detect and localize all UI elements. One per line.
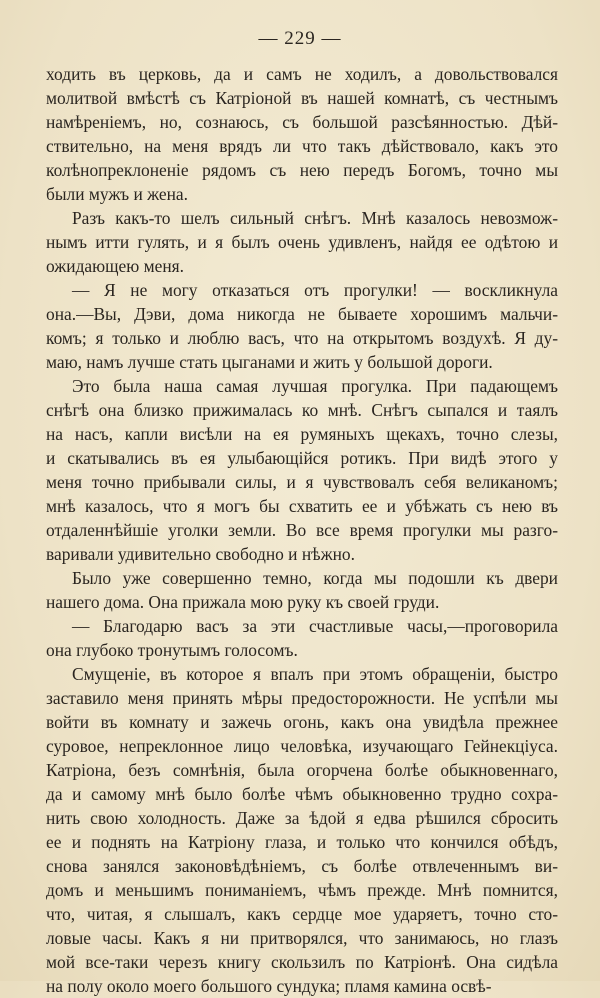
text-line: на полу около моего большого сундука; пламя камина освѣ- — [46, 976, 492, 996]
paragraph — [46, 662, 558, 998]
text-line: варивали удивительно свободно и нѣжно. — [46, 544, 355, 564]
text-line: меня точно прибывали силы, и я чувствовалъ себя великаномъ; — [46, 472, 558, 492]
paragraph — [46, 614, 558, 662]
text-line: войти въ комнату и зажечь огонь, какъ она увидѣла прежнее — [46, 712, 558, 732]
text-line: суровое, непреклонное лицо человѣка, изучающаго Гейнекціуса. — [46, 736, 558, 756]
text-line: заставило меня принять мѣры предосторожности. Не успѣли мы — [46, 688, 558, 708]
text-line: ловые часы. Какъ я ни притворялся, что занимаюсь, но глазъ — [46, 928, 558, 948]
text-line: да и самому мнѣ было болѣе чѣмъ обыкновенно трудно сохра- — [46, 784, 558, 804]
text-line: ствительно, на меня врядъ ли что такъ дѣйствовало, какъ это — [46, 136, 558, 156]
text-line: нить свою холодность. Даже за ѣдой я едва рѣшился сбросить — [46, 808, 558, 828]
text-line: мой все-таки черезъ книгу скользилъ по Катріонѣ. Она сидѣла — [46, 952, 558, 972]
text-line: ее и поднять на Катріону глаза, и только что кончился обѣдъ, — [46, 832, 558, 852]
text-line: Смущеніе, въ которое я впалъ при этомъ обращеніи, быстро — [72, 664, 558, 684]
text-line: нашего дома. Она прижала мою руку къ своей груди. — [46, 592, 440, 612]
paragraph — [46, 566, 558, 614]
text-line: снѣгѣ она близко прижималась ко мнѣ. Снѣгъ сыпался и таялъ — [46, 400, 558, 420]
text-line: намѣреніемъ, но, сознаюсь, съ большой разсѣянностью. Дѣй- — [46, 112, 558, 132]
paragraph — [46, 374, 558, 566]
text-line: и скатывались въ ея улыбающійся ротикъ. При видѣ этого у — [46, 448, 558, 468]
paragraph — [46, 206, 558, 278]
text-line: маю, намъ лучше стать цыганами и жить у большой дороги. — [46, 352, 493, 372]
text-line: комъ; я только и люблю васъ, что на открытомъ воздухѣ. Я ду- — [46, 328, 558, 348]
text-line: ожидающею меня. — [46, 256, 184, 276]
text-line: она.—Вы, Дэви, дома никогда не бываете хорошимъ мальчи- — [46, 304, 558, 324]
text-line: отдаленнѣйшіе уголки земли. Во все время прогулки мы разго- — [46, 520, 558, 540]
text-line: что, читая, я слышалъ, какъ сердце мое ударяетъ, точно сто- — [46, 904, 558, 924]
text-line: Было уже совершенно темно, когда мы подошли къ двери — [72, 568, 558, 588]
text-line: на насъ, капли висѣли на ея румяныхъ щекахъ, точно слезы, — [46, 424, 558, 444]
text-line: — Я не могу отказаться отъ прогулки! — воскликнула — [72, 280, 558, 300]
text-line: Катріона, безъ сомнѣнія, была огорчена болѣе обыкновеннаго, — [46, 760, 558, 780]
text-line: Разъ какъ-то шелъ сильный снѣгъ. Мнѣ казалось невозмож- — [72, 208, 558, 228]
body-text — [46, 62, 558, 998]
text-line: домъ и меньшимъ пониманіемъ, чѣмъ прежде. Мнѣ помнится, — [46, 880, 558, 900]
page-number: — 229 — — [258, 28, 342, 49]
paragraph — [46, 278, 558, 374]
text-line: Это была наша самая лучшая прогулка. При падающемъ — [72, 376, 558, 396]
paragraph — [46, 62, 558, 206]
text-line: ходить въ церковь, да и самъ не ходилъ, а довольствовался — [46, 64, 558, 84]
text-line: мнѣ казалось, что я могъ бы схватить ее и убѣжать съ нею въ — [46, 496, 558, 516]
text-line: колѣнопреклоненіе рядомъ съ нею передъ Богомъ, точно мы — [46, 160, 558, 180]
text-line: молитвой вмѣстѣ съ Катріоной въ нашей комнатѣ, съ честнымъ — [46, 88, 558, 108]
text-line: были мужъ и жена. — [46, 184, 188, 204]
text-line: — Благодарю васъ за эти счастливые часы,—проговорила — [72, 616, 558, 636]
text-line: снова занялся законовѣдѣніемъ, съ болѣе отвлеченнымъ ви- — [46, 856, 558, 876]
text-line: она глубоко тронутымъ голосомъ. — [46, 640, 298, 660]
text-line: нымъ итти гулять, и я былъ очень удивленъ, найдя ее одѣтою и — [46, 232, 558, 252]
